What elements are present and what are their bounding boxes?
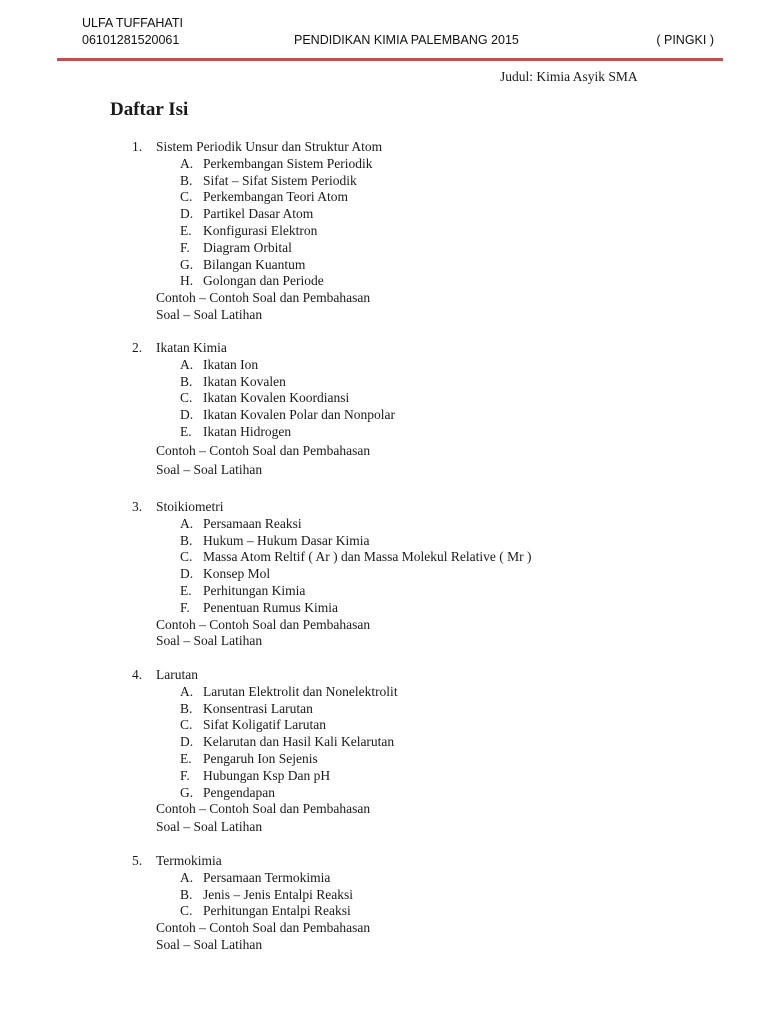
section-title: Penentuan Rumus Kimia bbox=[203, 599, 338, 615]
chapter-number: 1. bbox=[132, 139, 143, 154]
page-title: Daftar Isi bbox=[110, 99, 189, 120]
exercises-entry: Soal – Soal Latihan bbox=[156, 461, 263, 477]
section-letter: C. bbox=[180, 189, 193, 205]
examples-entry: Contoh – Contoh Soal dan Pembahasan bbox=[156, 290, 371, 306]
section-title: Ikatan Hidrogen bbox=[203, 424, 292, 439]
section-letter: G. bbox=[180, 784, 194, 800]
section-title: Jenis – Jenis Entalpi Reaksi bbox=[203, 886, 353, 902]
section-title: Diagram Orbital bbox=[203, 239, 292, 255]
section-letter: B. bbox=[180, 886, 193, 902]
section-title: Bilangan Kuantum bbox=[203, 256, 306, 272]
section-letter: A. bbox=[180, 869, 194, 885]
program-label: PENDIDIKAN KIMIA PALEMBANG 2015 bbox=[294, 33, 519, 47]
section-letter: F. bbox=[180, 767, 190, 783]
exercises-entry: Soal – Soal Latihan bbox=[156, 818, 263, 834]
section-title: Ikatan Kovalen bbox=[203, 373, 286, 389]
section-letter: D. bbox=[180, 566, 194, 582]
section-title: Ikatan Kovalen Koordiansi bbox=[203, 390, 350, 406]
chapter-title: Ikatan Kimia bbox=[156, 340, 227, 355]
section-letter: E. bbox=[180, 223, 192, 238]
section-letter: C. bbox=[180, 717, 193, 733]
chapter-number: 3. bbox=[132, 499, 143, 514]
section-title: Perkembangan Teori Atom bbox=[203, 189, 349, 205]
chapter-title: Sistem Periodik Unsur dan Struktur Atom bbox=[156, 139, 383, 154]
section-letter: E. bbox=[180, 751, 192, 766]
section-title: Konsentrasi Larutan bbox=[203, 700, 313, 716]
section-title: Sifat – Sifat Sistem Periodik bbox=[203, 172, 357, 188]
section-letter: B. bbox=[180, 700, 193, 716]
section-title: Ikatan Ion bbox=[203, 356, 259, 372]
section-letter: A. bbox=[180, 683, 194, 699]
examples-entry: Contoh – Contoh Soal dan Pembahasan bbox=[156, 920, 371, 936]
section-letter: C. bbox=[180, 549, 193, 565]
page-header bbox=[82, 15, 722, 49]
chapter-number: 5. bbox=[132, 853, 143, 868]
section-title: Perkembangan Sistem Periodik bbox=[203, 155, 373, 171]
nickname: ( PINGKI ) bbox=[656, 33, 714, 47]
exercises-entry: Soal – Soal Latihan bbox=[156, 937, 263, 952]
section-title: Konfigurasi Elektron bbox=[203, 223, 318, 238]
examples-entry: Contoh – Contoh Soal dan Pembahasan bbox=[156, 442, 371, 458]
exercises-entry: Soal – Soal Latihan bbox=[156, 307, 263, 322]
section-letter: B. bbox=[180, 532, 193, 548]
examples-entry: Contoh – Contoh Soal dan Pembahasan bbox=[156, 801, 371, 817]
section-letter: E. bbox=[180, 583, 192, 598]
section-letter: A. bbox=[180, 515, 194, 531]
section-letter: F. bbox=[180, 239, 190, 255]
section-letter: C. bbox=[180, 390, 193, 406]
section-title: Hukum – Hukum Dasar Kimia bbox=[203, 532, 370, 548]
chapter-number: 4. bbox=[132, 667, 143, 682]
section-title: Massa Atom Reltif ( Ar ) dan Massa Molekul Relative ( Mr ) bbox=[203, 549, 532, 565]
student-id: 06101281520061 bbox=[82, 33, 180, 47]
section-title: Larutan Elektrolit dan Nonelektrolit bbox=[203, 683, 398, 699]
section-title: Sifat Koligatif Larutan bbox=[203, 717, 326, 733]
section-letter: D. bbox=[180, 206, 194, 222]
chapter-title: Termokimia bbox=[156, 853, 222, 868]
section-title: Kelarutan dan Hasil Kali Kelarutan bbox=[203, 734, 395, 750]
section-letter: B. bbox=[180, 373, 193, 389]
chapter-title: Larutan bbox=[156, 667, 198, 682]
section-letter: H. bbox=[180, 273, 194, 289]
chapter-number: 2. bbox=[132, 340, 143, 355]
section-title: Ikatan Kovalen Polar dan Nonpolar bbox=[203, 407, 395, 423]
section-title: Golongan dan Periode bbox=[203, 273, 324, 289]
section-title: Hubungan Ksp Dan pH bbox=[203, 767, 331, 783]
examples-entry: Contoh – Contoh Soal dan Pembahasan bbox=[156, 616, 371, 632]
section-title: Persamaan Termokimia bbox=[203, 869, 331, 885]
section-title: Persamaan Reaksi bbox=[203, 515, 302, 531]
section-title: Pengendapan bbox=[203, 784, 275, 800]
section-letter: D. bbox=[180, 407, 194, 423]
section-letter: B. bbox=[180, 172, 193, 188]
section-letter: A. bbox=[180, 155, 194, 171]
section-letter: G. bbox=[180, 256, 194, 272]
author-name: ULFA TUFFAHATI bbox=[82, 16, 183, 30]
section-letter: A. bbox=[180, 356, 194, 372]
exercises-entry: Soal – Soal Latihan bbox=[156, 633, 263, 649]
section-letter: D. bbox=[180, 734, 194, 750]
section-letter: E. bbox=[180, 424, 192, 439]
section-title: Perhitungan Entalpi Reaksi bbox=[203, 903, 351, 919]
document-subject: Judul: Kimia Asyik SMA bbox=[500, 69, 638, 84]
section-title: Pengaruh Ion Sejenis bbox=[203, 751, 318, 766]
section-letter: C. bbox=[180, 903, 193, 919]
section-title: Konsep Mol bbox=[203, 566, 271, 582]
chapter-title: Stoikiometri bbox=[156, 499, 224, 514]
section-title: Perhitungan Kimia bbox=[203, 583, 306, 598]
section-title: Partikel Dasar Atom bbox=[203, 206, 314, 222]
section-letter: F. bbox=[180, 599, 190, 615]
header-divider bbox=[57, 58, 723, 61]
